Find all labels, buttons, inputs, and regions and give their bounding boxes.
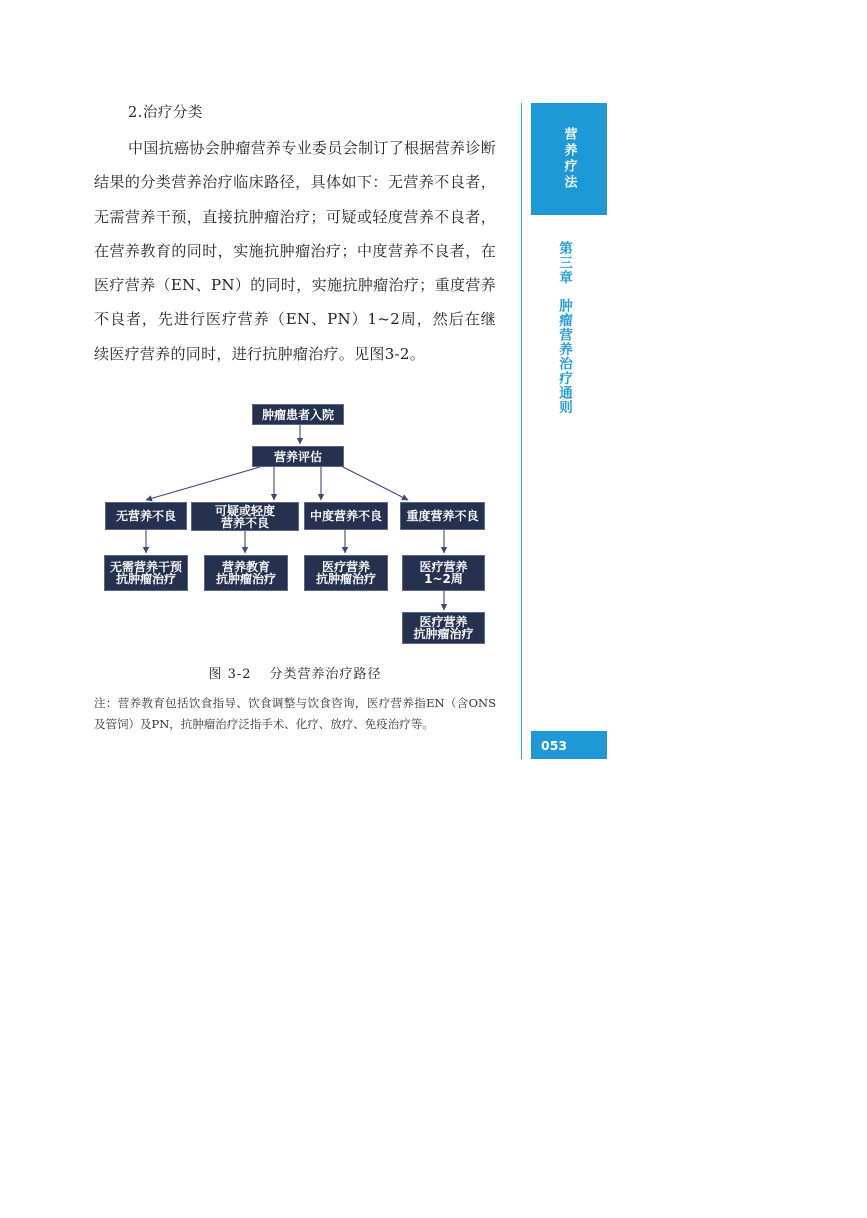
- flow-box-level-moderate: 中度营养不良: [304, 502, 388, 530]
- figure-title: 分类营养治疗路径: [269, 667, 382, 682]
- sidebar-tab-label: 营养疗法: [561, 127, 577, 191]
- flow-box-level-severe: 重度营养不良: [400, 502, 485, 530]
- flow-box-level-none: 无营养不良: [105, 502, 187, 530]
- figure-note: 注：营养教育包括饮食指导、饮食调整与饮食咨询，医疗营养指EN（含ONS及管饲）及PN，抗肿瘤治疗泛指手术、化疗、放疗、免疫治疗等。: [94, 696, 496, 731]
- flow-box-treatment-moderate: 医疗营养 抗肿瘤治疗: [304, 555, 388, 591]
- figure-number: 图 3-2: [208, 667, 252, 682]
- sidebar-chapter: [554, 241, 574, 415]
- flow-box-admission: 肿瘤患者入院: [252, 404, 344, 425]
- sidebar-section-tab: [531, 103, 607, 215]
- body-paragraph: [94, 131, 496, 371]
- flow-box-level-mild: 可疑或轻度 营养不良: [191, 502, 299, 531]
- section-heading: 2.治疗分类: [128, 105, 203, 121]
- arrow-assessment-to-severe: [343, 467, 408, 500]
- arrow-assessment-to-none: [146, 467, 260, 500]
- flow-box-final: 医疗营养 抗肿瘤治疗: [402, 612, 485, 644]
- sidebar-divider: [521, 103, 522, 759]
- flow-box-assessment: 营养评估: [252, 446, 344, 467]
- flow-box-treatment-none: 无需营养干预 抗肿瘤治疗: [104, 555, 188, 591]
- body-paragraph-text: 中国抗癌协会肿瘤营养专业委员会制订了根据营养诊断结果的分类营养治疗临床路径，具体如下：无营养不良者，无需营养干预，直接抗肿瘤治疗；可疑或轻度营养不良者，在营养教育的同时，实施抗肿瘤治疗；中度营养不良者，在医疗营养（EN、PN）的同时，实施抗肿瘤治疗；重度营养不良者，先进行医疗营养（EN、PN）1~2周，然后在继续医疗营养的同时，进行抗肿瘤治疗。见图3-2。: [94, 139, 496, 363]
- chapter-number: 第三章: [556, 241, 572, 285]
- chapter-title: 肿瘤营养治疗通则: [556, 298, 572, 415]
- page-number: 053: [531, 731, 607, 759]
- flow-box-treatment-mild: 营养教育 抗肿瘤治疗: [204, 555, 288, 591]
- figure-caption: [0, 663, 590, 682]
- flow-box-treatment-severe: 医疗营养 1~2周: [402, 555, 485, 591]
